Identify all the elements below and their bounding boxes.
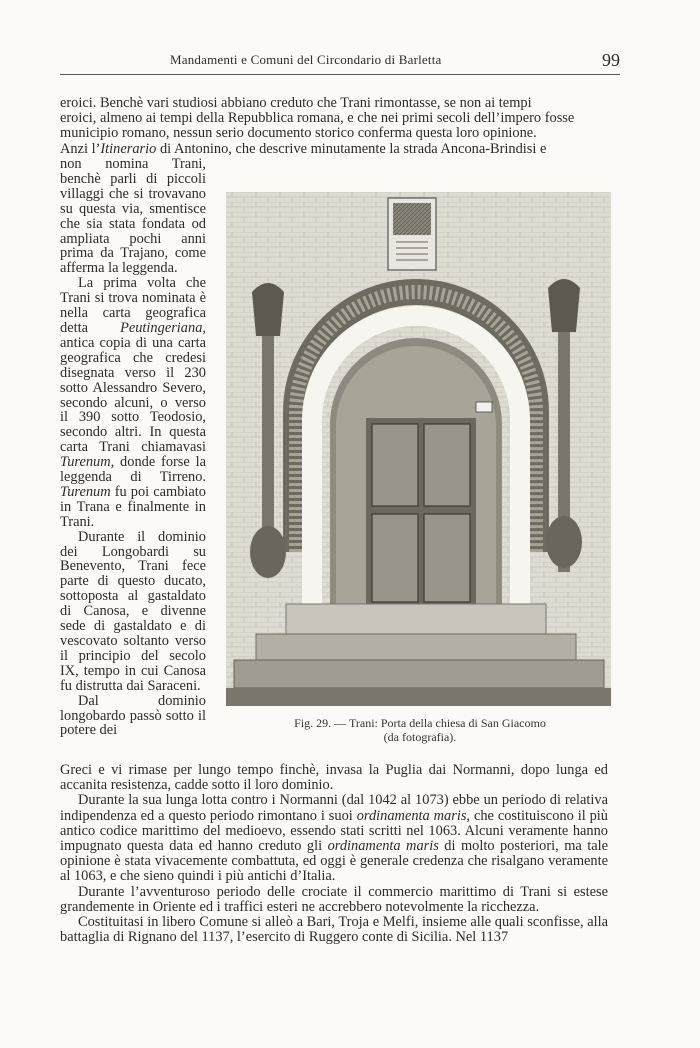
text-line: Anzi l’Itinerario di Antonino, che descrive minutamente la strada Ancona-Brindisi e [60,140,547,157]
paragraph: La prima volta che Trani si trova nominata è nella carta geografica detta Peutingeriana, antica copia di una carta geografica che credesi disegnata verso il 230 sotto Alessandro Severo, secondo alcuni, o verso il 390 sotto Teodosio, secondo altri. In questa carta Trani chiamavasi Turenum, donde forse la leggenda di Tirreno. Turenum fu poi cambiato in Trana e finalmente in Trani. [60,275,206,530]
header-rule [60,74,620,75]
paragraph: Costituitasi in libero Comune si alleò a Bari, Troja e Melfi, insieme alle quali sconfisse, alla battaglia di Rignano del 1137, l’esercito di Ruggero conte di Sicilia. Nel 1137 [60,914,608,946]
paragraph: Greci e vi rimase per lungo tempo finchè, invasa la Puglia dai Normanni, dopo lunga ed accanita resistenza, cadde sotto il loro dominio. [60,762,608,794]
text-line: municipio romano, nessun serio documento storico conferma questa loro opinione. [60,125,537,142]
church-portal-illustration [226,192,611,706]
page-number: 99 [602,50,620,70]
opening-paragraph [60,96,608,157]
running-title: Mandamenti e Comuni del Circondario di Barletta [170,52,442,67]
paragraph: Durante il dominio dei Longobardi su Benevento, Trani fece parte di questo ducato, sottoposta al gastaldato di Canosa, e divenne sede di gastaldato e di vescovato soltanto verso il principio del secolo IX, tempo in cui Canosa fu distrutta dai Saraceni. [60,528,206,694]
figure-caption [240,716,600,744]
paragraph: non nomina Trani, benchè parli di piccoli villaggi che si trovavano su questa via, smentisce che sia stata fondata od ampliata pochi anni prima da Trajano, come afferma la leggenda. [60,156,206,277]
text-line: eroici. Benchè vari studiosi abbiano creduto che Trani rimontasse, se non ai tempi [60,95,532,111]
text-line: eroici, almeno ai tempi della Repubblica romana, e che nei primi secoli dell’impero fosse [60,110,575,127]
paragraph: Durante la sua lunga lotta contro i Normanni (dal 1042 al 1073) ebbe un periodo di relativa indipendenza ed a questo periodo rimontano i suoi ordinamenta maris, che costituiscono il più antico codice marittimo del medioevo, essendo stati scritti nel 1063. Alcuni veramente hanno impugnato questa data ed hanno creduto gli ordinamenta maris di molto posteriori, ma tale opinione è stata vivacemente combattuta, ed oggi è generale credenza che risalgano veramente al 1063, e che sieno quindi i più antichi d’Italia. [60,792,609,885]
narrow-column [60,157,206,738]
caption-source: (da fotografia). [383,730,457,744]
paragraph: Dal dominio longobardo passò sotto il potere dei [60,692,206,739]
paragraph: Durante l’avventuroso periodo delle crociate il commercio marittimo di Trani si estese grandemente in Oriente ed i traffici esteri ne accrebbero notevolmente la ricchezza. [60,883,608,915]
bottom-text [60,763,608,945]
caption-title: Fig. 29. — Trani: Porta della chiesa di San Giacomo [294,716,546,730]
